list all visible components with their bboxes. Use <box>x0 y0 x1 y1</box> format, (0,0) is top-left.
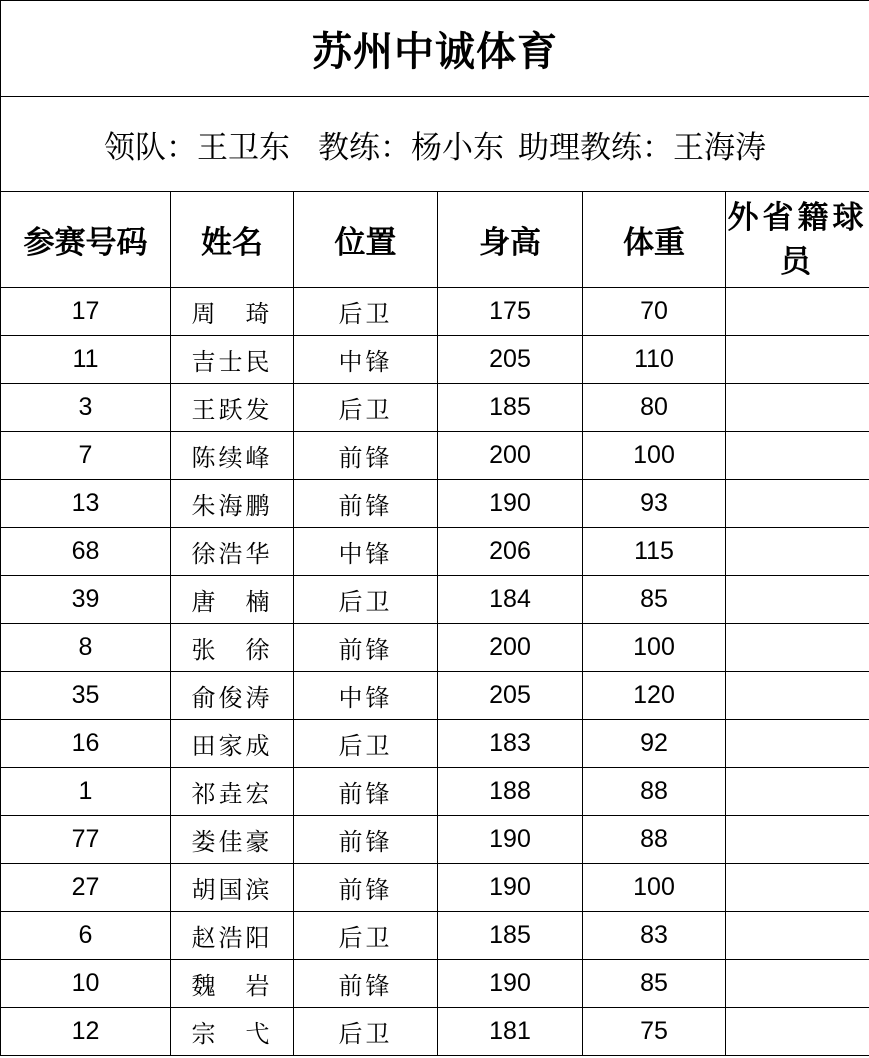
player-number: 17 <box>1 288 171 336</box>
player-out-of-province <box>726 768 869 816</box>
assistant-coach-name: 王海涛 <box>673 129 767 166</box>
player-position: 前锋 <box>294 768 438 816</box>
player-height: 185 <box>438 912 583 960</box>
player-name: 唐 楠 <box>171 576 294 624</box>
player-number: 7 <box>1 432 171 480</box>
player-number: 27 <box>1 864 171 912</box>
player-number: 16 <box>1 720 171 768</box>
player-position: 前锋 <box>294 432 438 480</box>
player-name: 朱海鹏 <box>171 480 294 528</box>
table-row <box>1 384 869 432</box>
player-name: 魏 岩 <box>171 960 294 1008</box>
player-number: 6 <box>1 912 171 960</box>
leader-name: 王卫东 <box>197 129 291 166</box>
player-height: 205 <box>438 336 583 384</box>
player-weight: 88 <box>583 816 726 864</box>
player-height: 175 <box>438 288 583 336</box>
player-weight: 85 <box>583 960 726 1008</box>
player-out-of-province <box>726 336 869 384</box>
player-name: 祁垚宏 <box>171 768 294 816</box>
player-number: 10 <box>1 960 171 1008</box>
player-out-of-province <box>726 528 869 576</box>
player-out-of-province <box>726 1008 869 1056</box>
player-weight: 70 <box>583 288 726 336</box>
player-position: 前锋 <box>294 624 438 672</box>
player-weight: 100 <box>583 624 726 672</box>
player-height: 184 <box>438 576 583 624</box>
player-out-of-province <box>726 960 869 1008</box>
table-row <box>1 288 869 336</box>
header-weight: 体重 <box>583 192 726 288</box>
table-row <box>1 528 869 576</box>
header-height: 身高 <box>438 192 583 288</box>
player-weight: 92 <box>583 720 726 768</box>
table-row <box>1 336 869 384</box>
table-row <box>1 1008 869 1056</box>
player-name: 徐浩华 <box>171 528 294 576</box>
player-name: 宗 弋 <box>171 1008 294 1056</box>
player-position: 后卫 <box>294 576 438 624</box>
player-name: 俞俊涛 <box>171 672 294 720</box>
table-row <box>1 912 869 960</box>
player-out-of-province <box>726 912 869 960</box>
player-name: 赵浩阳 <box>171 912 294 960</box>
player-height: 183 <box>438 720 583 768</box>
player-out-of-province <box>726 432 869 480</box>
player-number: 1 <box>1 768 171 816</box>
player-position: 后卫 <box>294 288 438 336</box>
header-name: 姓名 <box>171 192 294 288</box>
staff-line <box>1 97 869 192</box>
player-number: 39 <box>1 576 171 624</box>
table-row <box>1 576 869 624</box>
player-height: 200 <box>438 624 583 672</box>
table-row <box>1 864 869 912</box>
player-out-of-province <box>726 720 869 768</box>
player-name: 周 琦 <box>171 288 294 336</box>
player-height: 190 <box>438 480 583 528</box>
player-height: 206 <box>438 528 583 576</box>
player-name: 娄佳豪 <box>171 816 294 864</box>
player-out-of-province <box>726 288 869 336</box>
player-out-of-province <box>726 864 869 912</box>
player-out-of-province <box>726 624 869 672</box>
player-position: 后卫 <box>294 1008 438 1056</box>
table-row <box>1 720 869 768</box>
player-out-of-province <box>726 672 869 720</box>
player-number: 3 <box>1 384 171 432</box>
player-position: 中锋 <box>294 672 438 720</box>
player-position: 前锋 <box>294 864 438 912</box>
player-out-of-province <box>726 816 869 864</box>
player-number: 13 <box>1 480 171 528</box>
header-number: 参赛号码 <box>1 192 171 288</box>
player-weight: 93 <box>583 480 726 528</box>
player-weight: 88 <box>583 768 726 816</box>
header-out-of-province: 外省籍球员 <box>726 192 869 288</box>
player-name: 陈续峰 <box>171 432 294 480</box>
player-position: 中锋 <box>294 336 438 384</box>
player-number: 8 <box>1 624 171 672</box>
assistant-coach-label: 助理教练： <box>518 129 674 166</box>
table-row <box>1 768 869 816</box>
player-weight: 80 <box>583 384 726 432</box>
player-weight: 100 <box>583 432 726 480</box>
player-position: 前锋 <box>294 816 438 864</box>
coach-name: 杨小东 <box>411 129 505 166</box>
table-row <box>1 816 869 864</box>
player-height: 188 <box>438 768 583 816</box>
player-height: 200 <box>438 432 583 480</box>
player-height: 181 <box>438 1008 583 1056</box>
player-height: 190 <box>438 864 583 912</box>
player-out-of-province <box>726 480 869 528</box>
player-name: 田家成 <box>171 720 294 768</box>
header-position: 位置 <box>294 192 438 288</box>
title-row <box>1 1 869 97</box>
player-height: 185 <box>438 384 583 432</box>
player-number: 77 <box>1 816 171 864</box>
table-row <box>1 624 869 672</box>
player-height: 190 <box>438 816 583 864</box>
player-position: 后卫 <box>294 720 438 768</box>
coach-label: 教练： <box>318 129 412 166</box>
player-number: 11 <box>1 336 171 384</box>
player-position: 前锋 <box>294 480 438 528</box>
table-row <box>1 960 869 1008</box>
staff-row <box>1 97 869 192</box>
player-weight: 85 <box>583 576 726 624</box>
player-weight: 120 <box>583 672 726 720</box>
player-number: 12 <box>1 1008 171 1056</box>
team-title: 苏州中诚体育 <box>1 1 869 97</box>
player-position: 中锋 <box>294 528 438 576</box>
table-row <box>1 480 869 528</box>
player-position: 后卫 <box>294 912 438 960</box>
leader-label: 领队： <box>104 129 198 166</box>
player-weight: 75 <box>583 1008 726 1056</box>
player-name: 张 徐 <box>171 624 294 672</box>
player-number: 68 <box>1 528 171 576</box>
player-number: 35 <box>1 672 171 720</box>
player-weight: 83 <box>583 912 726 960</box>
player-height: 190 <box>438 960 583 1008</box>
player-position: 前锋 <box>294 960 438 1008</box>
player-height: 205 <box>438 672 583 720</box>
player-name: 胡国滨 <box>171 864 294 912</box>
table-row <box>1 432 869 480</box>
player-position: 后卫 <box>294 384 438 432</box>
player-weight: 115 <box>583 528 726 576</box>
player-out-of-province <box>726 384 869 432</box>
player-weight: 100 <box>583 864 726 912</box>
player-name: 王跃发 <box>171 384 294 432</box>
player-out-of-province <box>726 576 869 624</box>
header-row <box>1 192 869 288</box>
player-weight: 110 <box>583 336 726 384</box>
player-name: 吉士民 <box>171 336 294 384</box>
table-row <box>1 672 869 720</box>
